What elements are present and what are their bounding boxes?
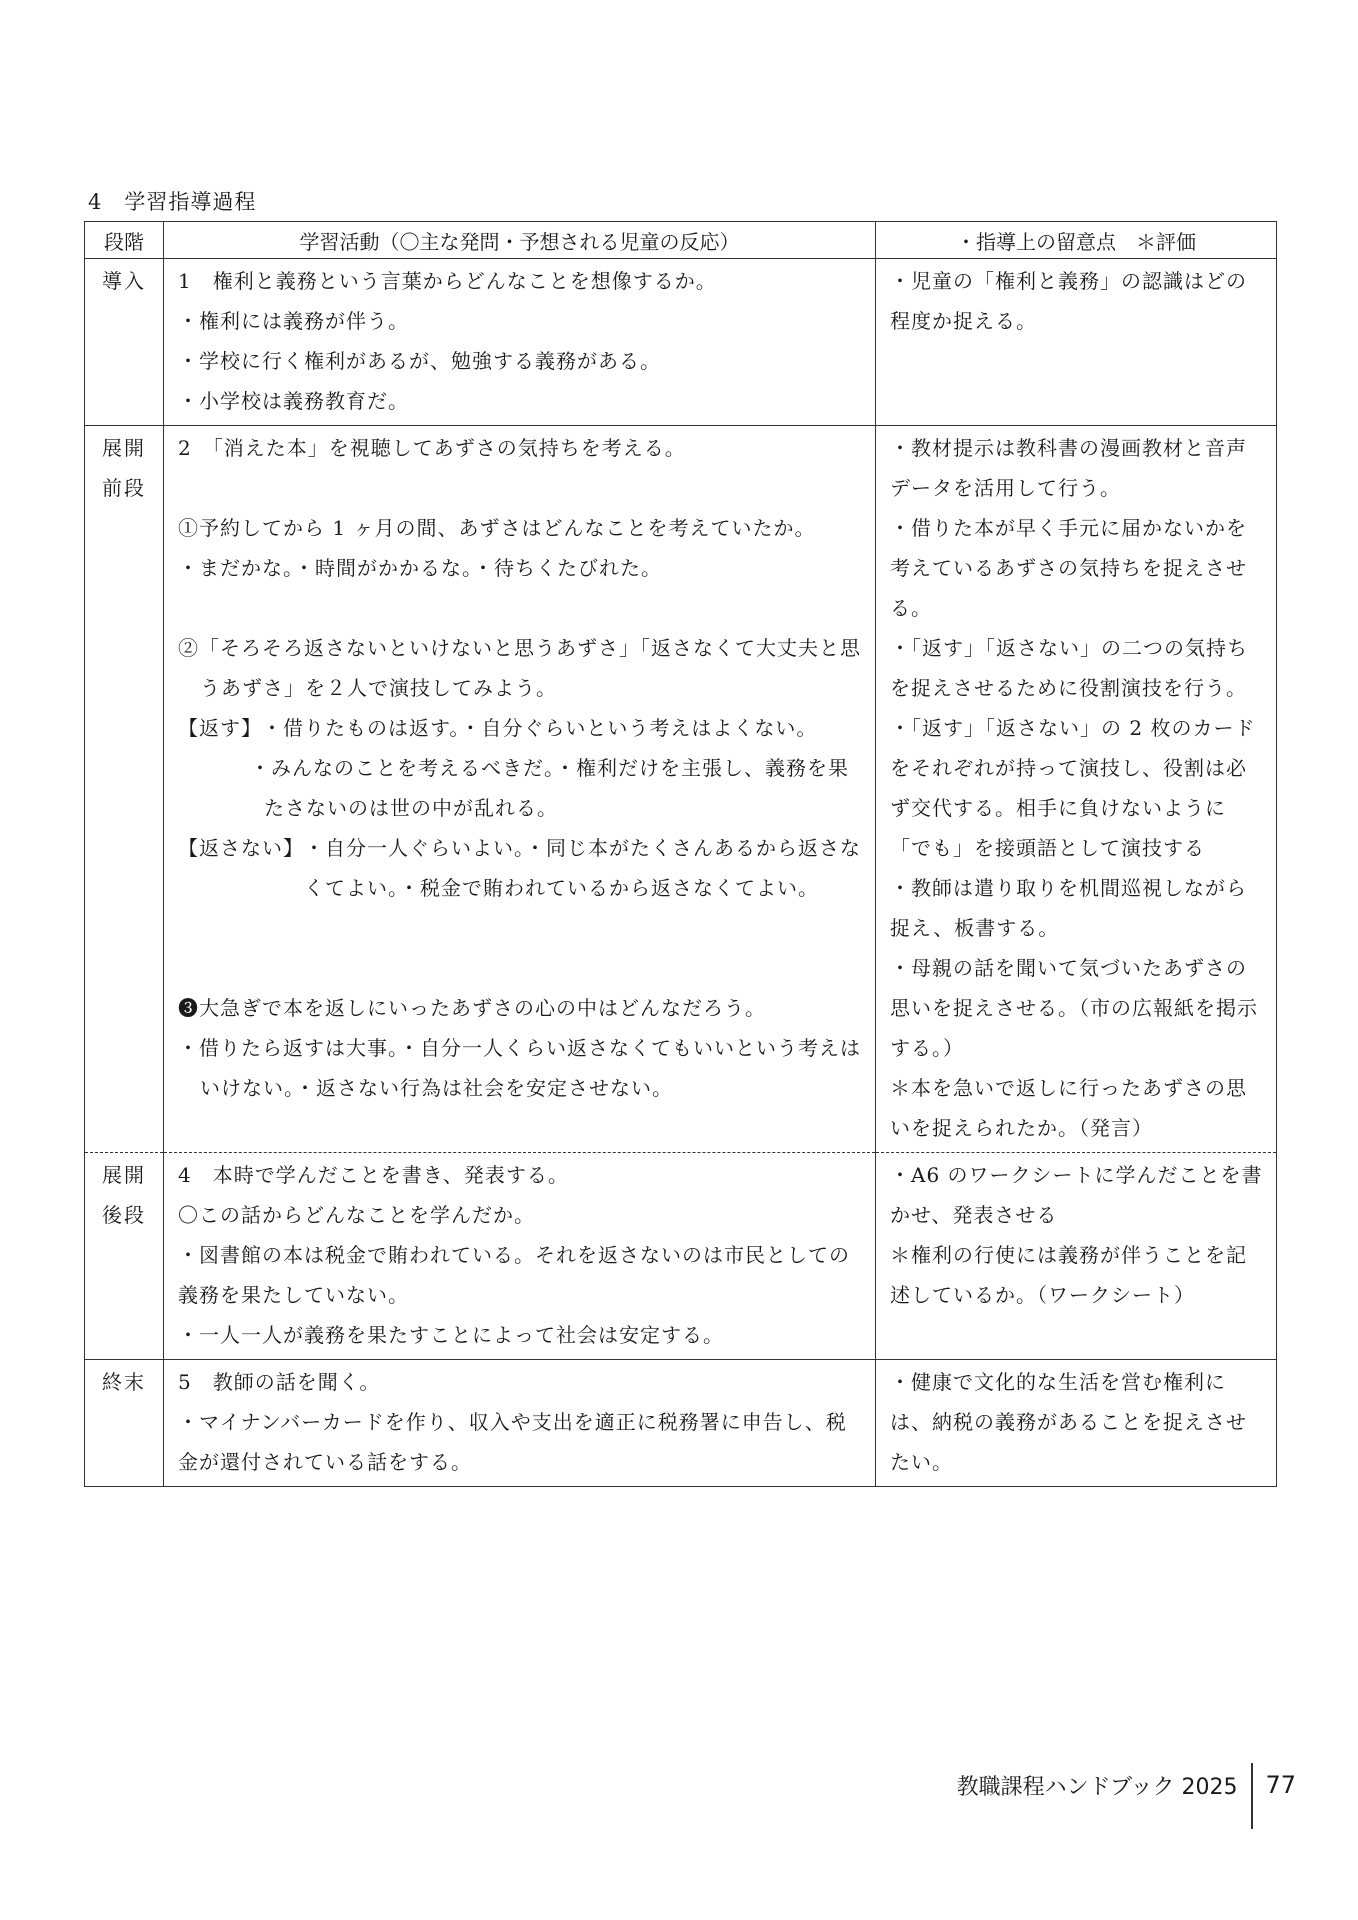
page-number: 77	[1265, 1771, 1296, 1799]
table-row-intro	[85, 259, 1277, 426]
footer-divider	[1251, 1763, 1253, 1829]
noreturn-group	[178, 828, 863, 908]
return-text: ・借りたものは返す。・自分ぐらいという考えはよくない。	[262, 716, 818, 740]
end-notes	[876, 1360, 1276, 1486]
dev1-responses-1: ・まだかな。・時間がかかるな。・待ちくたびれた。	[178, 556, 662, 580]
dev1-evaluation: ＊本を急いで返しに行ったあずさの思いを捉えられたか。（発言）	[890, 1076, 1247, 1140]
dev1-note: ・借りた本が早く手元に届かないかを考えているあずさの気持ちを捉えさせる。	[890, 516, 1247, 620]
stage-dev2-line1: 展開	[102, 1163, 146, 1187]
header-notes: ・指導上の留意点 ＊評価	[876, 222, 1277, 259]
section-title: 4 学習指導過程	[88, 190, 257, 214]
dev1-question-3: ❸大急ぎで本を返しにいったあずさの心の中はどんなだろう。	[178, 996, 766, 1020]
dev1-note: ・教師は遣り取りを机間巡視しながら捉え、板書する。	[890, 876, 1247, 940]
header-activity: 学習活動（〇主な発問・予想される児童の反応）	[164, 222, 876, 259]
dev2-activity-line: 〇この話からどんなことを学んだか。	[178, 1203, 535, 1227]
dev1-note: ・教材提示は教科書の漫画教材と音声データを活用して行う。	[890, 436, 1247, 500]
dev1-question-1: ①予約してから 1 ヶ月の間、あずさはどんなことを考えていたか。	[178, 516, 816, 540]
intro-activity-line: 1 権利と義務という言葉からどんなことを想像するか。	[178, 269, 717, 293]
table-row-development-first	[85, 426, 1277, 1153]
book-title: 教職課程ハンドブック 2025	[956, 1774, 1238, 1800]
dev1-note: ・母親の話を聞いて気づいたあずさの思いを捉えさせる。（市の広報紙を掲示する。）	[890, 956, 1258, 1060]
dev1-responses-3: ・借りたら返すは大事。・自分一人くらい返さなくてもいいという考えはいけない。・返さない行為は社会を安定させない。	[178, 1036, 861, 1100]
stage-dev1-line1: 展開	[102, 436, 146, 460]
dev2-activity-line: 4 本時で学んだことを書き、発表する。	[178, 1163, 569, 1187]
dev2-note: ・A6 のワークシートに学んだことを書かせ、発表させる	[890, 1163, 1263, 1227]
return-label: 【返す】	[178, 716, 262, 740]
dev1-note: ・「返す」「返さない」の 2 枚のカードをそれぞれが持って演技し、役割は必ず交代する。相手に負けないように「でも」を接頭語として演技する	[890, 716, 1256, 860]
intro-activity-line: ・学校に行く権利があるが、勉強する義務がある。	[178, 349, 661, 373]
dev1-question-2: ②「そろそろ返さないといけないと思うあずさ」「返さなくて大丈夫と思うあずさ」を２人で演技してみよう。	[178, 636, 861, 700]
dev2-evaluation: ＊権利の行使には義務が伴うことを記述しているか。（ワークシート）	[890, 1243, 1247, 1307]
return-group	[178, 708, 863, 748]
stage-intro: 導入	[102, 269, 146, 293]
end-note: ・健康で文化的な生活を営む権利には、納税の義務があることを捉えさせたい。	[890, 1370, 1247, 1474]
dev2-activity-line: ・一人一人が義務を果たすことによって社会は安定する。	[178, 1323, 724, 1347]
end-activity	[164, 1360, 875, 1486]
return-text-2: ・みんなのことを考えるべきだ。・権利だけを主張し、義務を果たさないのは世の中が乱れる。	[250, 756, 849, 820]
intro-activity	[164, 259, 875, 425]
dev1-notes	[876, 426, 1276, 1152]
end-activity-line: 5 教師の話を聞く。	[178, 1370, 381, 1394]
intro-notes	[876, 259, 1276, 345]
dev1-title: 2 「消えた本」を視聴してあずさの気持ちを考える。	[178, 436, 686, 460]
dev2-notes	[876, 1153, 1276, 1319]
intro-activity-line: ・小学校は義務教育だ。	[178, 389, 409, 413]
end-activity-line: ・マイナンバーカードを作り、収入や支出を適正に税務署に申告し、税金が還付されている話をする。	[178, 1410, 847, 1474]
stage-dev2-line2: 後段	[102, 1203, 146, 1227]
lesson-process-table	[84, 221, 1277, 1487]
table-row-development-second	[85, 1153, 1277, 1360]
dev1-activity	[164, 426, 875, 1112]
stage-dev1-line2: 前段	[102, 476, 146, 500]
dev2-activity	[164, 1153, 875, 1359]
noreturn-label: 【返さない】	[178, 836, 304, 860]
table-row-end	[85, 1360, 1277, 1487]
dev2-activity-line: ・図書館の本は税金で賄われている。それを返さないのは市民としての義務を果たしていない。	[178, 1243, 850, 1307]
stage-end: 終末	[102, 1370, 146, 1394]
noreturn-text: ・自分一人ぐらいよい。・同じ本がたくさんあるから返さなくてよい。・税金で賄われているから返さなくてよい。	[304, 836, 861, 900]
intro-note: ・児童の「権利と義務」の認識はどの程度か捉える。	[890, 269, 1247, 333]
header-stage: 段階	[85, 222, 164, 259]
page-footer	[957, 1763, 1296, 1807]
intro-activity-line: ・権利には義務が伴う。	[178, 309, 409, 333]
table-header-row	[85, 222, 1277, 259]
dev1-note: ・「返す」「返さない」の二つの気持ちを捉えさせるために役割演技を行う。	[890, 636, 1248, 700]
